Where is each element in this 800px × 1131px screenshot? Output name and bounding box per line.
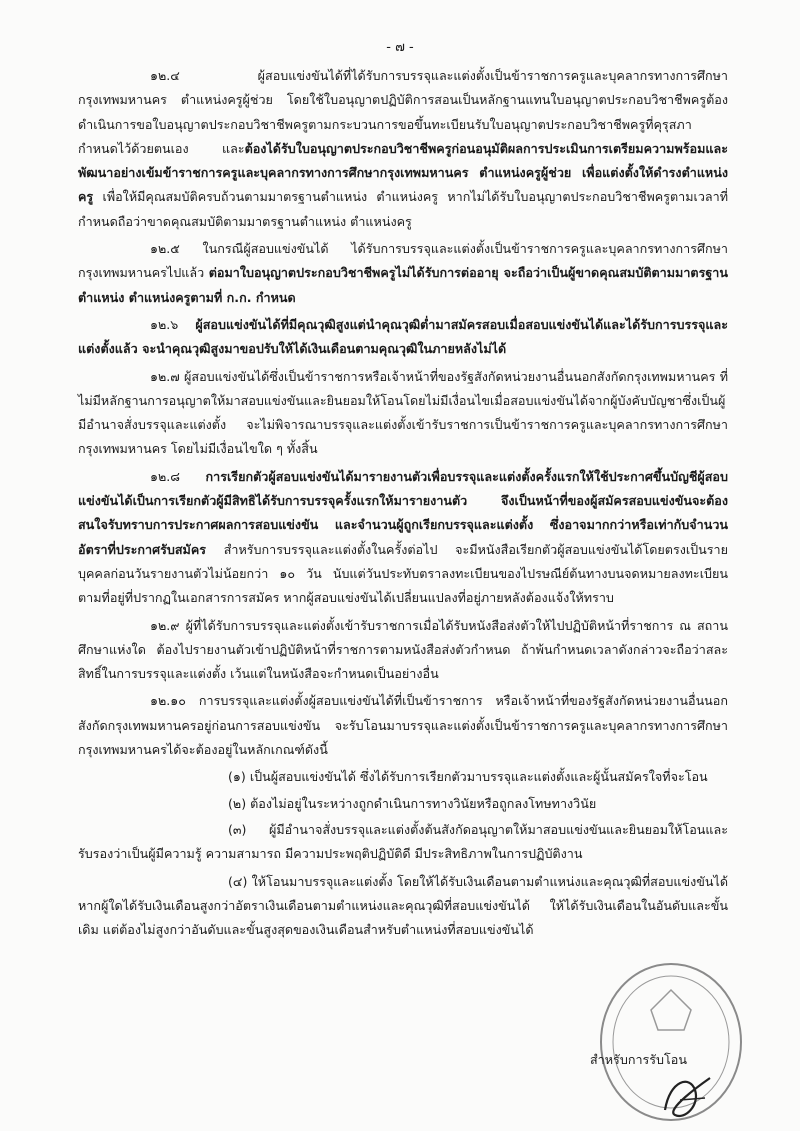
- closing-text: สำหรับการรับโอน: [590, 1052, 687, 1067]
- list-item-1: (๑) เป็นผู้สอบแข่งขันได้ ซึ่งได้รับการเรียกตัวมาบรรจุและแต่งตั้งและผู้นั้นสมัครใจที่จะโอน: [228, 769, 708, 785]
- paragraph-12-5: [78, 237, 728, 310]
- paragraph-12-7: ๑๒.๗ ผู้สอบแข่งขันได้ซึ่งเป็นข้าราชการหรือเจ้าหน้าที่ของรัฐสังกัดหน่วยงานอื่นนอกสังกัดกรุงเทพมหานคร ที่ไม่มีหลักฐานการอนุญาตให้มาสอบแข่งขันและยินยอมให้โอนโดยไม่มีเงื่อนไขเมื่อสอบแข่งขันได้จากผู้บังคับบัญชาซึ่งเป็นผู้มีอำนาจสั่งบรรจุและแต่งตั้ง จะไม่พิจารณาบรรจุและแต่งตั้งเข้ารับราชการเป็นข้าราชการครูและบุคลากรทางการศึกษากรุงเทพมหานคร โดยไม่มีเงื่อนไขใด ๆ ทั้งสิ้น: [78, 368, 728, 457]
- list-item-2: (๒) ต้องไม่อยู่ในระหว่างถูกดำเนินการทางวินัยหรือถูกลงโทษทางวินัย: [228, 795, 597, 811]
- p12-6-bold: ผู้สอบแข่งขันได้ที่มีคุณวุฒิสูงแต่นำคุณวุฒิต่ำมาสมัครสอบเมื่อสอบแข่งขันได้และได้รับการบรรจุและแต่งตั้งแล้ว จะนำคุณวุฒิสูงมาขอปรับให้ได้เงินเดือนตามคุณวุฒิในภายหลังไม่ได้: [78, 316, 728, 357]
- paragraph-12-10: ๑๒.๑๐ การบรรจุและแต่งตั้งผู้สอบแข่งขันได้ที่เป็นข้าราชการ หรือเจ้าหน้าที่ของรัฐสังกัดหน่วยงานอื่นนอกสังกัดกรุงเทพมหานครอยู่ก่อนการสอบแข่งขัน จะรับโอนมาบรรจุและแต่งตั้งเป็นข้าราชการครูและบุคลากรทางการศึกษากรุงเทพมหานครได้จะต้องอยู่ในหลักเกณฑ์ดังนี้: [78, 693, 728, 758]
- signature: [655, 1070, 715, 1125]
- document-body: [78, 64, 728, 945]
- paragraph-12-9: ๑๒.๙ ผู้ที่ได้รับการบรรจุและแต่งตั้งเข้ารับราชการเมื่อได้รับหนังสือส่งตัวให้ไปปฏิบัติหน้าที่ราชการ ณ สถานศึกษาแห่งใด ต้องไปรายงานตัวเข้าปฏิบัติหน้าที่ราชการตามหนังสือส่งตัวกำหนด ถ้าพ้นกำหนดเวลาดังกล่าวจะถือว่าสละสิทธิ์ในการบรรจุและแต่งตั้ง เว้นแต่ในหนังสือจะกำหนดเป็นอย่างอื่น: [78, 617, 728, 682]
- p12-4-text-end: เพื่อให้มีคุณสมบัติครบถ้วนตามมาตรฐานตำแหน่ง ตำแหน่งครู หากไม่ได้รับใบอนุญาตประกอบวิชาชีพครูตามเวลาที่กำหนดถือว่าขาดคุณสมบัติตามมาตรฐานตำแหน่ง ตำแหน่งครู: [78, 189, 728, 229]
- page-number: - ๗ -: [386, 40, 414, 55]
- p12-4-bold: ต้องได้รับใบอนุญาตประกอบวิชาชีพครูก่อนอนุมัติผลการประเมินการเตรียมความพร้อมและพัฒนาอย่างเข้มข้าราชการครูและบุคลากรทางการศึกษากรุงเทพมหานคร ตำแหน่งครูผู้ช่วย เพื่อแต่งตั้งให้ดำรงตำแหน่งครู: [78, 140, 728, 205]
- p12-5-bold: ต่อมาใบอนุญาตประกอบวิชาชีพครูไม่ได้รับการต่ออายุ จะถือว่าเป็นผู้ขาดคุณสมบัติตามมาตรฐานตำแหน่ง ตำแหน่งครูตามที่ ก.ก. กำหนด: [78, 265, 728, 305]
- p12-6-number: ๑๒.๖: [150, 316, 196, 332]
- p12-8-number: ๑๒.๘: [150, 468, 206, 484]
- list-item-4: (๔) ให้โอนมาบรรจุและแต่งตั้ง โดยให้ได้รับเงินเดือนตามตำแหน่งและคุณวุฒิที่สอบแข่งขันได้ หากผู้ใดได้รับเงินเดือนสูงกว่าอัตราเงินเดือนตามตำแหน่งและคุณวุฒิที่สอบแข่งขันได้ ให้ได้รับเงินเดือนในอันดับและขั้นเดิม แต่ต้องไม่สูงกว่าอันดับและขั้นสูงสุดของเงินเดือนสำหรับตำแหน่งที่สอบแข่งขันได้: [78, 873, 728, 938]
- p12-5-text: ๑๒.๕ ในกรณีผู้สอบแข่งขันได้ ได้รับการบรรจุและแต่งตั้งเป็นข้าราชการครูและบุคลากรทางการศึกษากรุงเทพมหานครไปแล้ว: [78, 241, 728, 281]
- paragraph-12-8: [78, 465, 728, 611]
- p12-8-text: สำหรับการบรรจุและแต่งตั้งในครั้งต่อไป จะมีหนังสือเรียกตัวผู้สอบแข่งขันได้โดยตรงเป็นรายบุคคลก่อนวันรายงานตัวไม่น้อยกว่า ๑๐ วัน นับแต่วันประทับตราลงทะเบียนของไปรษณีย์ต้นทางบนจดหมายลงทะเบียนตามที่อยู่ที่ปรากฏในเอกสารการสมัคร หากผู้สอบแข่งขันได้เปลี่ยนแปลงที่อยู่ภายหลังต้องแจ้งให้ทราบ: [78, 541, 728, 606]
- paragraph-12-4: [78, 64, 728, 234]
- p12-8-bold: การเรียกตัวผู้สอบแข่งขันได้มารายงานตัวเพื่อบรรจุและแต่งตั้งครั้งแรกให้ใช้ประกาศขึ้นบัญชีผู้สอบแข่งขันได้เป็นการเรียกตัวผู้มีสิทธิได้รับการบรรจุครั้งแรกให้มารายงานตัว จึงเป็นหน้าที่ของผู้สมัครสอบแข่งขันจะต้องสนใจรับทราบการประกาศผลการสอบแข่งขัน และจำนวนผู้ถูกเรียกบรรจุและแต่งตั้ง ซึ่งอาจมากกว่าหรือเท่ากับจำนวนอัตราที่ประกาศรับสมัคร: [78, 468, 728, 557]
- p12-4-text: ๑๒.๔ ผู้สอบแข่งขันได้ที่ได้รับการบรรจุและแต่งตั้งเป็นข้าราชการครูและบุคลากรทางการศึกษากรุงเทพมหานคร ตำแหน่งครูผู้ช่วย โดยใช้ใบอนุญาตปฏิบัติการสอนเป็นหลักฐานแทนใบอนุญาตประกอบวิชาชีพครูต้องดำเนินการขอใบอนุญาตประกอบวิชาชีพครูตามกระบวนการขอขึ้นทะเบียนรับใบอนุญาตประกอบวิชาชีพครูที่คุรุสภากำหนดไว้ด้วยตนเอง และ: [78, 68, 728, 156]
- list-item-3: (๓) ผู้มีอำนาจสั่งบรรจุและแต่งตั้งต้นสังกัดอนุญาตให้มาสอบแข่งขันและยินยอมให้โอนและรับรองว่าเป็นผู้มีความรู้ ความสามารถ มีความประพฤติปฏิบัติดี มีประสิทธิภาพในการปฏิบัติงาน: [78, 821, 728, 862]
- paragraph-12-6: [78, 313, 728, 362]
